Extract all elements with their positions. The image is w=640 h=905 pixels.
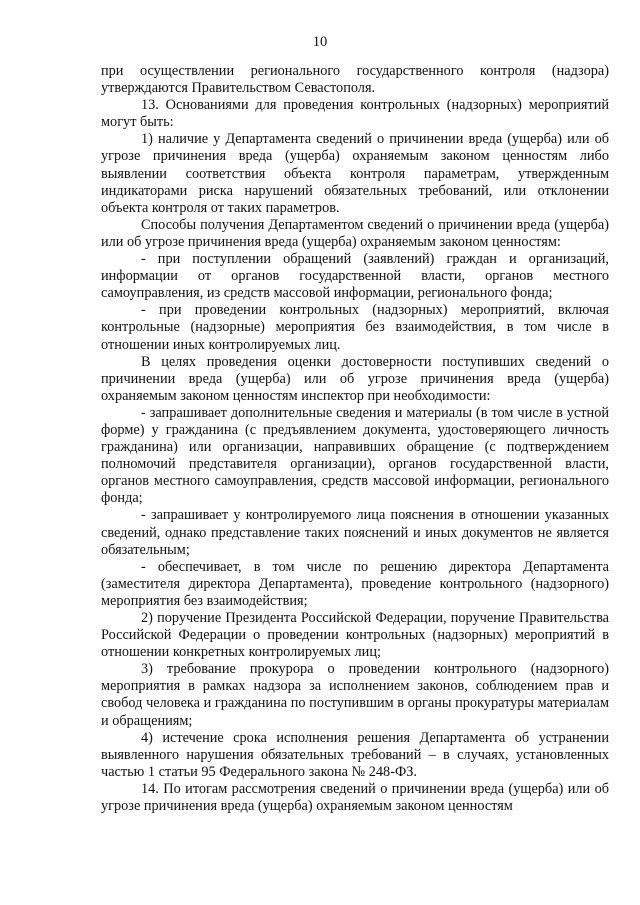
paragraph-bullet-explanations: - запрашивает у контролируемого лица пояснения в отношении указанных сведений, однако представление таких пояснений и иных документов не является обязательным; [101,507,609,558]
paragraph-item-3: 3) требование прокурора о проведении контрольного (надзорного) мероприятия в рамках надзора за исполнением законов, соблюдением прав и свобод человека и гражданина по поступившим в органы прокуратуры материалам и обращениям; [101,661,609,729]
paragraph-assessment: В целях проведения оценки достоверности поступивших сведений о причинении вреда (ущерба) или об угрозе причинения вреда (ущерба) охраняемым законом ценностям инспектор при необходимости: [101,353,609,404]
paragraph-continuation: при осуществлении регионального государственного контроля (надзора) утверждаются Правительством Севастополя. [101,63,609,97]
paragraph-item-4: 4) истечение срока исполнения решения Департамента об устранении выявленного нарушения обязательных требований – в случаях, установленных частью 1 статьи 95 Федерального закона № 248-ФЗ. [101,729,609,780]
paragraph-item-2: 2) поручение Президента Российской Федерации, поручение Правительства Российской Федерации о проведении контрольных (надзорных) мероприятий в отношении конкретных контролируемых лиц; [101,610,609,661]
paragraph-methods: Способы получения Департаментом сведений о причинении вреда (ущерба) или об угрозе причинения вреда (ущерба) охраняемым законом ценностям: [101,216,609,250]
page-number: 10 [312,34,328,50]
document-body [101,63,609,815]
paragraph-clause-14: 14. По итогам рассмотрения сведений о причинении вреда (ущерба) или об угрозе причинения вреда (ущерба) охраняемым законом ценностям [101,780,609,815]
paragraph-clause-13: 13. Основаниями для проведения контрольных (надзорных) мероприятий могут быть: [101,97,609,131]
paragraph-bullet-ensures: - обеспечивает, в том числе по решению директора Департамента (заместителя директора Департамента), проведение контрольного (надзорного) мероприятия без взаимодействия; [101,558,609,609]
paragraph-bullet-requests: - запрашивает дополнительные сведения и материалы (в том числе в устной форме) у гражданина (с предъявлением документа, удостоверяющего личность гражданина) или организации, направивших обращение (с подтверждением полномочий представителя организации), органов государственной власти, органов местного самоуправления, средств массовой информации, регионального фонда; [101,404,609,507]
paragraph-bullet-appeals: - при поступлении обращений (заявлений) граждан и организаций, информации от органов государственной власти, органов местного самоуправления, из средств массовой информации, регионального фонда; [101,251,609,302]
paragraph-item-1: 1) наличие у Департамента сведений о причинении вреда (ущерба) или об угрозе причинения вреда (ущерба) охраняемым законом ценностям либо выявлении соответствия объекта контроля параметрам, утвержденным индикаторами риска нарушений обязательных требований, или отклонении объекта контроля от таких параметров. [101,131,609,216]
paragraph-bullet-inspections: - при проведении контрольных (надзорных) мероприятий, включая контрольные (надзорные) мероприятия без взаимодействия, в том числе в отношении иных контролируемых лиц. [101,302,609,353]
